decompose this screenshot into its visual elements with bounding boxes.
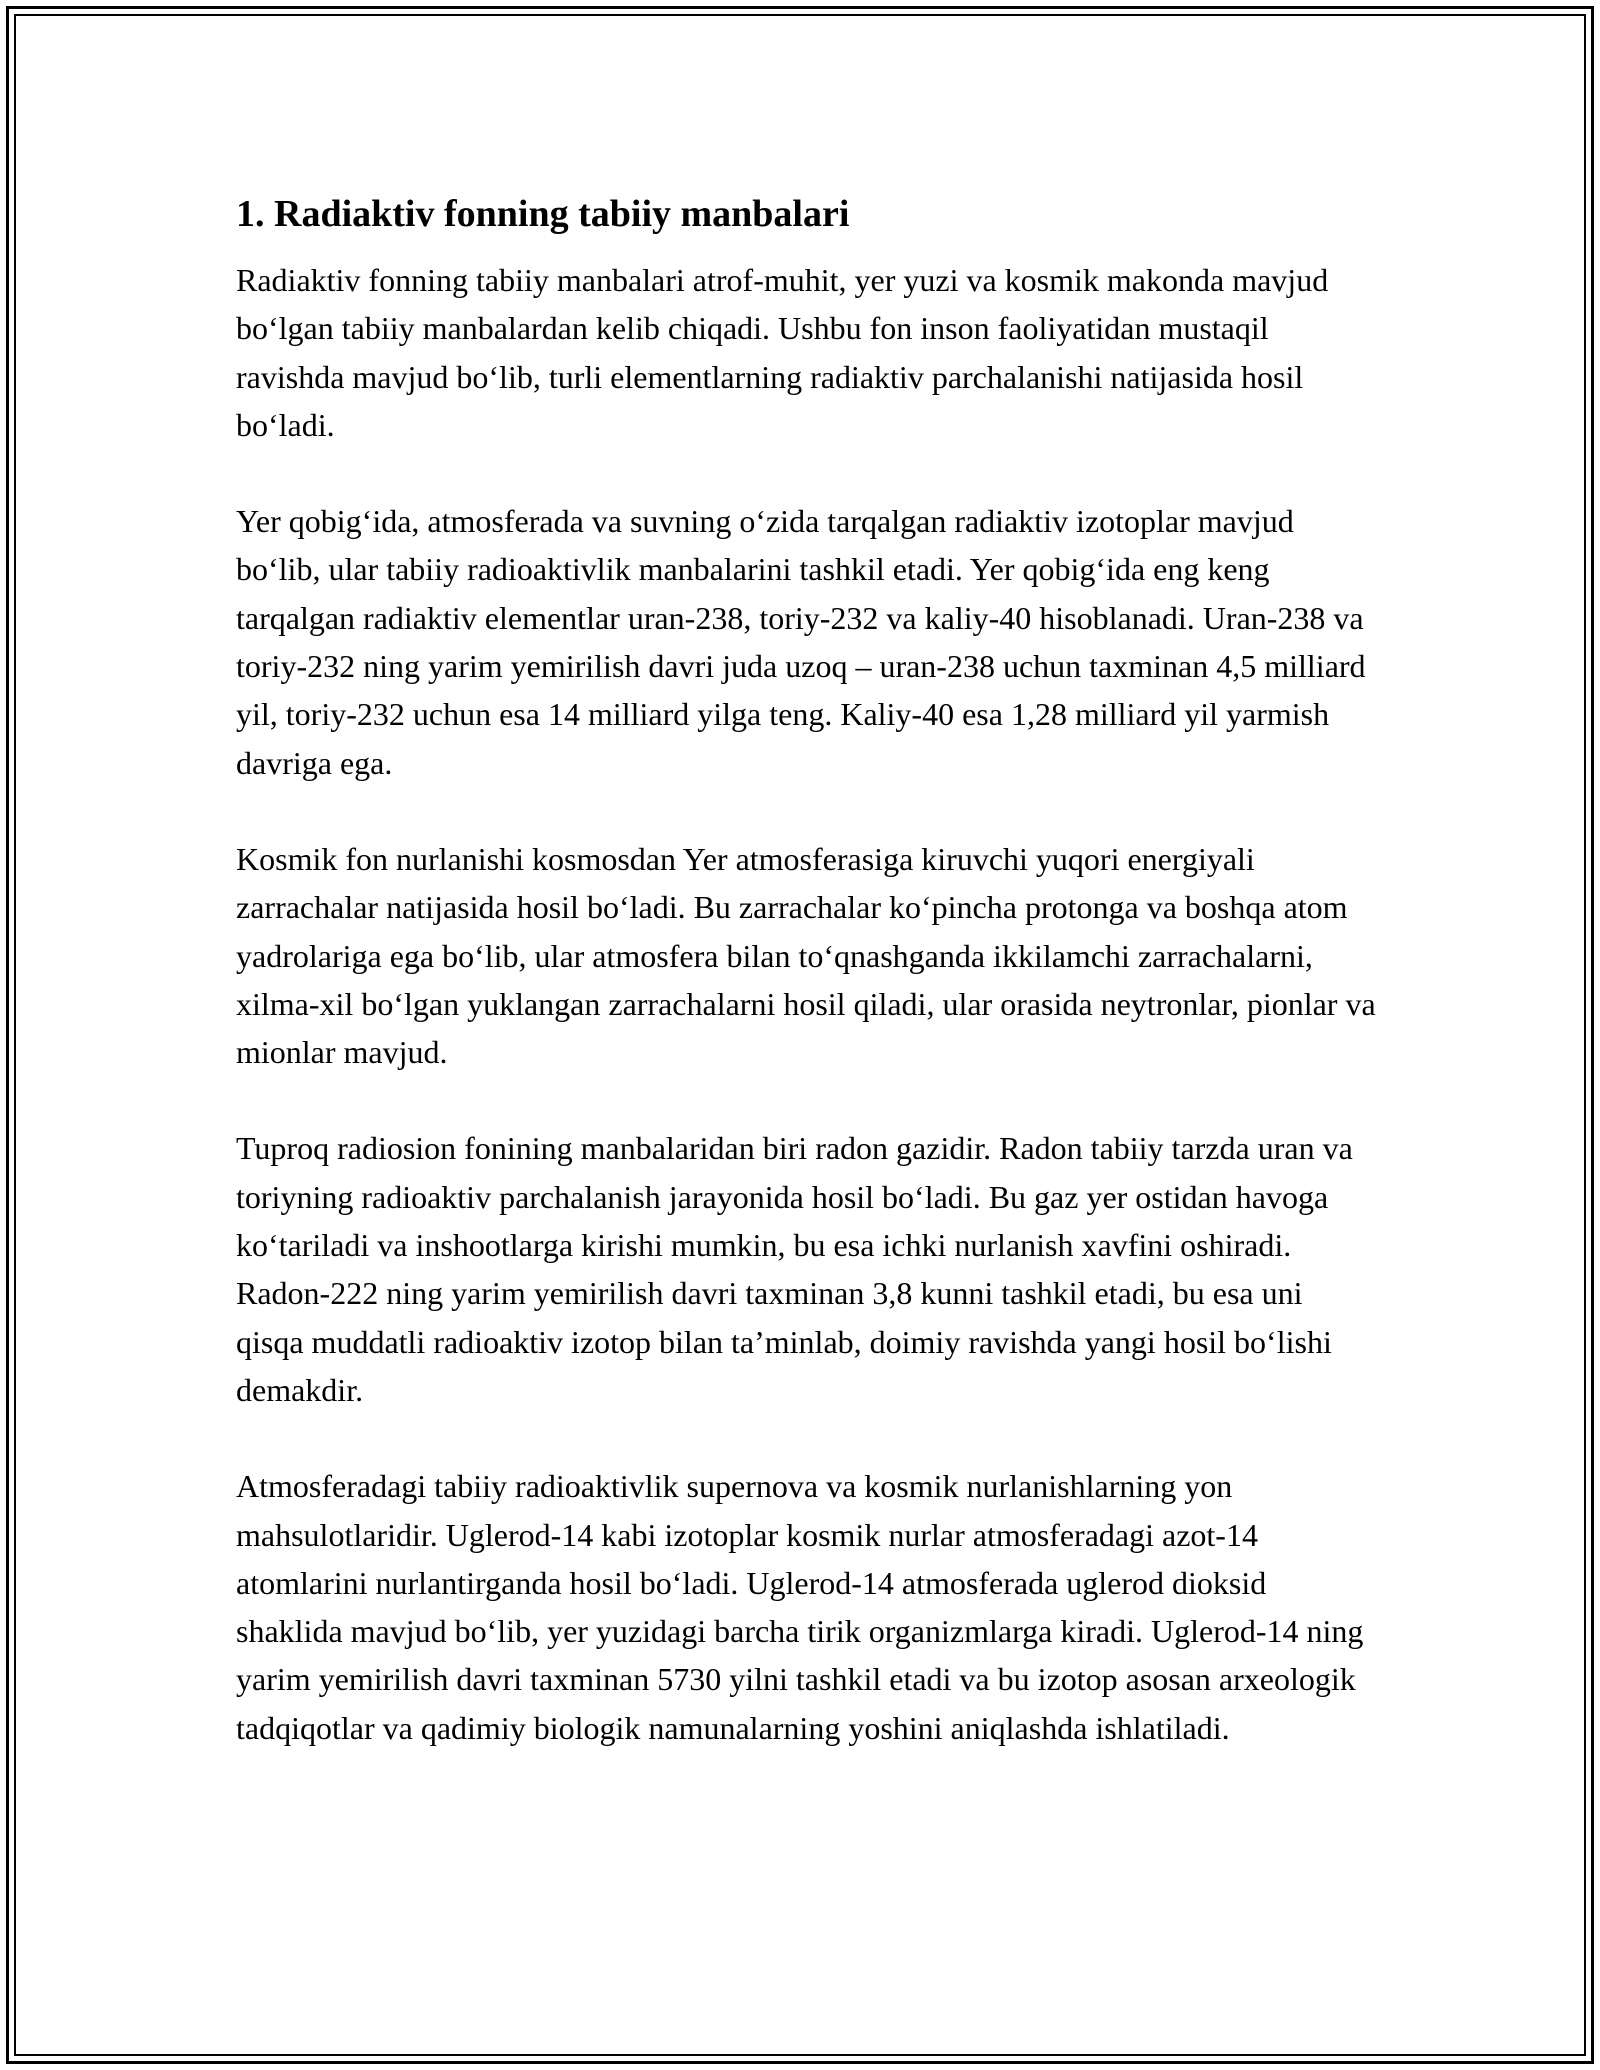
paragraph-natural-sources: Radiaktiv fonning tabiiy manbalari atrof-muhit, yer yuzi va kosmik makonda mavjud bo‘lgan tabiiy manbalardan kelib chiqadi. Ushbu fon inson faoliyatidan mustaqil ravishda mavjud bo‘lib, turli elementlarning radiaktiv parchalanishi natijasida hosil bo‘ladi. [236, 262, 1329, 443]
paragraph-atmospheric-radioactivity: Atmosferadagi tabiiy radioaktivlik supernova va kosmik nurlanishlarning yon mahsulotlaridir. Uglerod-14 kabi izotoplar kosmik nurlar atmosferadagi azot-14 atomlarini nurlantirganda hosil bo‘ladi. Uglerod-14 atmosferada uglerod dioksid shaklida mavjud bo‘lib, yer yuzidagi barcha tirik organizmlarga kiradi. Uglerod-14 ning yarim yemirilish davri taxminan 5730 yilni tashkil etadi va bu izotop asosan arxeologik tadqiqotlar va qadimiy biologik namunalarning yoshini aniqlashda ishlatiladi. [236, 1468, 1364, 1746]
document-body [236, 188, 1376, 1752]
section-heading: 1. Radiaktiv fonning tabiiy manbalari [236, 193, 850, 235]
paragraph-radon-gas: Tuproq radiosion fonining manbalaridan biri radon gazidir. Radon tabiiy tarzda uran va toriyning radioaktiv parchalanish jarayonida hosil bo‘ladi. Bu gaz yer ostidan havoga ko‘tariladi va inshootlarga kirishi mumkin, bu esa ichki nurlanish xavfini oshiradi. Radon-222 ning yarim yemirilish davri taxminan 3,8 kunni tashkil etadi, bu esa uni qisqa muddatli radioaktiv izotop bilan ta’minlab, doimiy ravishda yangi hosil bo‘lishi demakdir. [236, 1130, 1353, 1408]
paragraph-earth-crust-isotopes: Yer qobig‘ida, atmosferada va suvning o‘zida tarqalgan radiaktiv izotoplar mavjud bo‘lib, ular tabiiy radioaktivlik manbalarini tashkil etadi. Yer qobig‘ida eng keng tarqalgan radiaktiv elementlar uran-238, toriy-232 va kaliy-40 hisoblanadi. Uran-238 va toriy-232 ning yarim yemirilish davri juda uzoq – uran-238 uchun taxminan 4,5 milliard yil, toriy-232 uchun esa 14 milliard yilga teng. Kaliy-40 esa 1,28 milliard yil yarmish davriga ega. [236, 503, 1366, 781]
paragraph-cosmic-radiation: Kosmik fon nurlanishi kosmosdan Yer atmosferasiga kiruvchi yuqori energiyali zarrachalar natijasida hosil bo‘ladi. Bu zarrachalar ko‘pincha protonga va boshqa atom yadrolariga ega bo‘lib, ular atmosfera bilan to‘qnashganda ikkilamchi zarrachalarni, xilma-xil bo‘lgan yuklangan zarrachalarni hosil qiladi, ular orasida neytronlar, pionlar va mionlar mavjud. [236, 840, 1376, 1071]
